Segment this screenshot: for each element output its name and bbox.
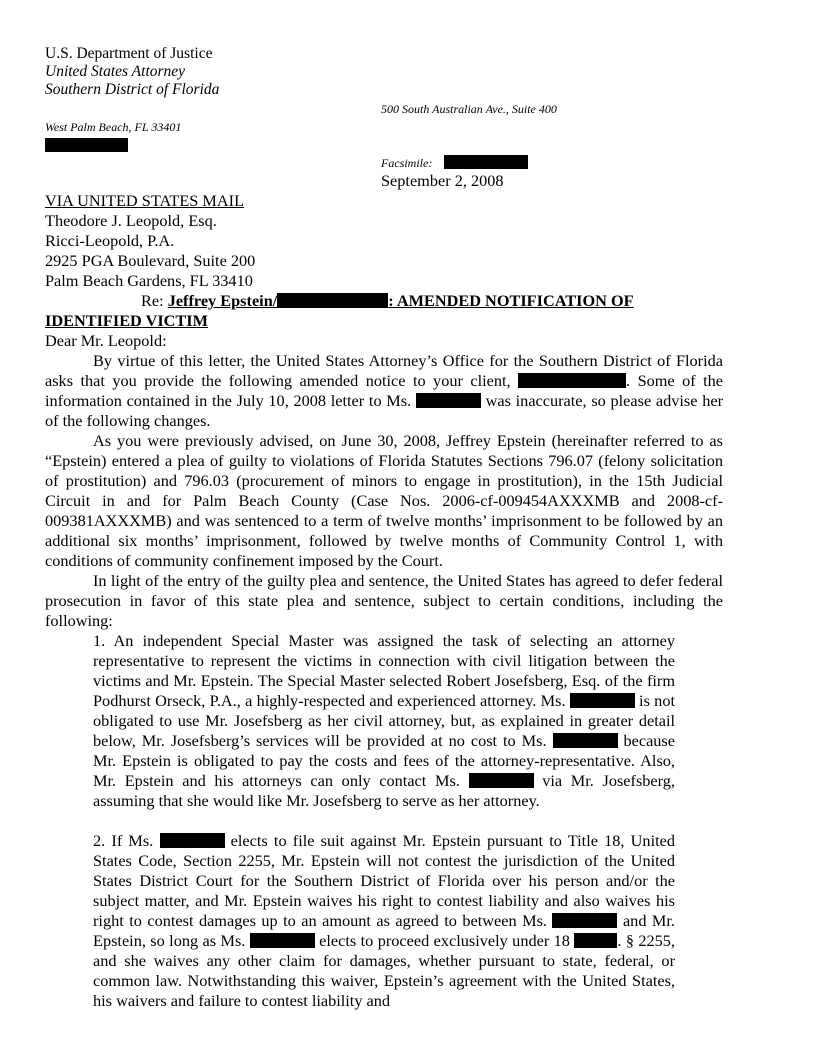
item2-text-a: 2. If Ms. <box>93 831 160 850</box>
item1-text-d: via Mr. Josefsberg, assuming that she would like Mr. Josefsberg to serve as her attorney. <box>93 771 675 810</box>
redaction-block <box>444 155 528 169</box>
list-item-2 <box>93 831 675 1011</box>
redaction-block <box>552 913 617 928</box>
redaction-block <box>518 373 626 388</box>
recipient-city: Palm Beach Gardens, FL 33410 <box>45 271 253 290</box>
para1-text-a: By virtue of this letter, the United States Attorney’s Office for the Southern District of Florida asks that you provide the following amended notice to your client, <box>45 351 723 390</box>
para2-text: As you were previously advised, on June 30, 2008, Jeffrey Epstein (hereinafter referred to as “Epstein) entered a plea of guilty to violations of Florida Statutes Sections 796.07 (felony solicitation of prostitution) and 796.03 (procurement of minors to engage in prostitution), in the 15th Judicial Circuit in and for Palm Beach County (Case Nos. 2006-cf-009454AXXXMB and 2008-cf-009381AXXXMB) and was sentenced to a term of twelve months’ imprisonment to be followed by an additional six months’ imprisonment, followed by twelve months of Community Control 1, with conditions of community confinement imposed by the Court. <box>45 431 723 570</box>
letterhead-district: Southern District of Florida <box>45 81 220 98</box>
re-line <box>141 291 634 311</box>
salutation: Dear Mr. Leopold: <box>45 331 167 350</box>
redaction-block <box>160 833 225 848</box>
fax-label: Facsimile: <box>381 156 433 170</box>
letterhead-dept: U.S. Department of Justice <box>45 45 213 62</box>
item1-text-b: is not obligated to use Mr. Josefsberg as her civil attorney, but, as explained in greater detail below, Mr. Josefsberg’s services will be provided at no cost to Ms. <box>93 691 675 750</box>
recipient-name: Theodore J. Leopold, Esq. <box>45 211 217 230</box>
para3-text: In light of the entry of the guilty plea and sentence, the United States has agreed to defer federal prosecution in favor of this state plea and sentence, subject to certain conditions, including the following: <box>45 571 723 630</box>
item2-text-b: elects to file suit against Mr. Epstein pursuant to Title 18, United States Code, Section 2255, Mr. Epstein will not contest the jurisdiction of the United States District Court for the Southern District of Florida over his person and/or the subject matter, and Mr. Epstein waives his right to contest liability and also waives his right to contest damages up to an amount as agreed to between Ms. <box>93 831 675 930</box>
redaction-block <box>553 733 618 748</box>
re-prefix: Re: <box>141 291 168 310</box>
item2-text-e: . § 2255, and she waives any other claim for damages, whether pursuant to state, federal, or common law. Notwithstanding this waiver, Epstein’s agreement with the United States, his waivers and failure to contest liability and <box>93 931 675 1010</box>
letterhead-address: 500 South Australian Ave., Suite 400 <box>381 102 557 116</box>
redaction-block <box>277 293 388 308</box>
redaction-block <box>416 393 481 408</box>
list-item-1 <box>93 631 675 811</box>
re-title-cont: IDENTIFIED VICTIM <box>45 311 208 330</box>
item1-text-a: 1. An independent Special Master was assigned the task of selecting an attorney representative to represent the victims in connection with civil litigation between the victims and Mr. Epstein. The Special Master selected Robert Josefsberg, Esq. of the firm Podhurst Orseck, P.A., a highly-respected and experienced attorney. Ms. <box>93 631 675 710</box>
para1-text-c: was inaccurate, so please advise her of the following changes. <box>45 391 724 430</box>
item2-text-c: and Mr. Epstein, so long as Ms. <box>93 911 676 950</box>
redaction-block <box>570 693 635 708</box>
re-title: : AMENDED NOTIFICATION OF <box>388 291 634 310</box>
letter-date: September 2, 2008 <box>381 171 504 190</box>
redaction-block <box>469 773 534 788</box>
para1-text-b: . Some of the information contained in the July 10, 2008 letter to Ms. <box>45 371 724 410</box>
re-subject-name: Jeffrey Epstein/ <box>167 291 278 310</box>
recipient-firm: Ricci-Leopold, P.A. <box>45 231 175 250</box>
delivery-method: VIA UNITED STATES MAIL <box>45 191 245 210</box>
letterhead-city: West Palm Beach, FL 33401 <box>45 120 182 134</box>
paragraph-1 <box>45 351 723 431</box>
recipient-street: 2925 PGA Boulevard, Suite 200 <box>45 251 256 270</box>
item1-text-c: because Mr. Epstein is obligated to pay the costs and fees of the attorney-representative. Also, Mr. Epstein and his attorneys can only contact Ms. <box>93 731 675 790</box>
letterhead-office: United States Attorney <box>45 63 186 80</box>
redaction-block <box>574 933 617 948</box>
redaction-block <box>250 933 315 948</box>
redaction-block <box>45 138 128 152</box>
item2-text-d: elects to proceed exclusively under 18 <box>314 931 575 950</box>
paragraph-3 <box>45 571 723 631</box>
paragraph-2 <box>45 431 723 571</box>
